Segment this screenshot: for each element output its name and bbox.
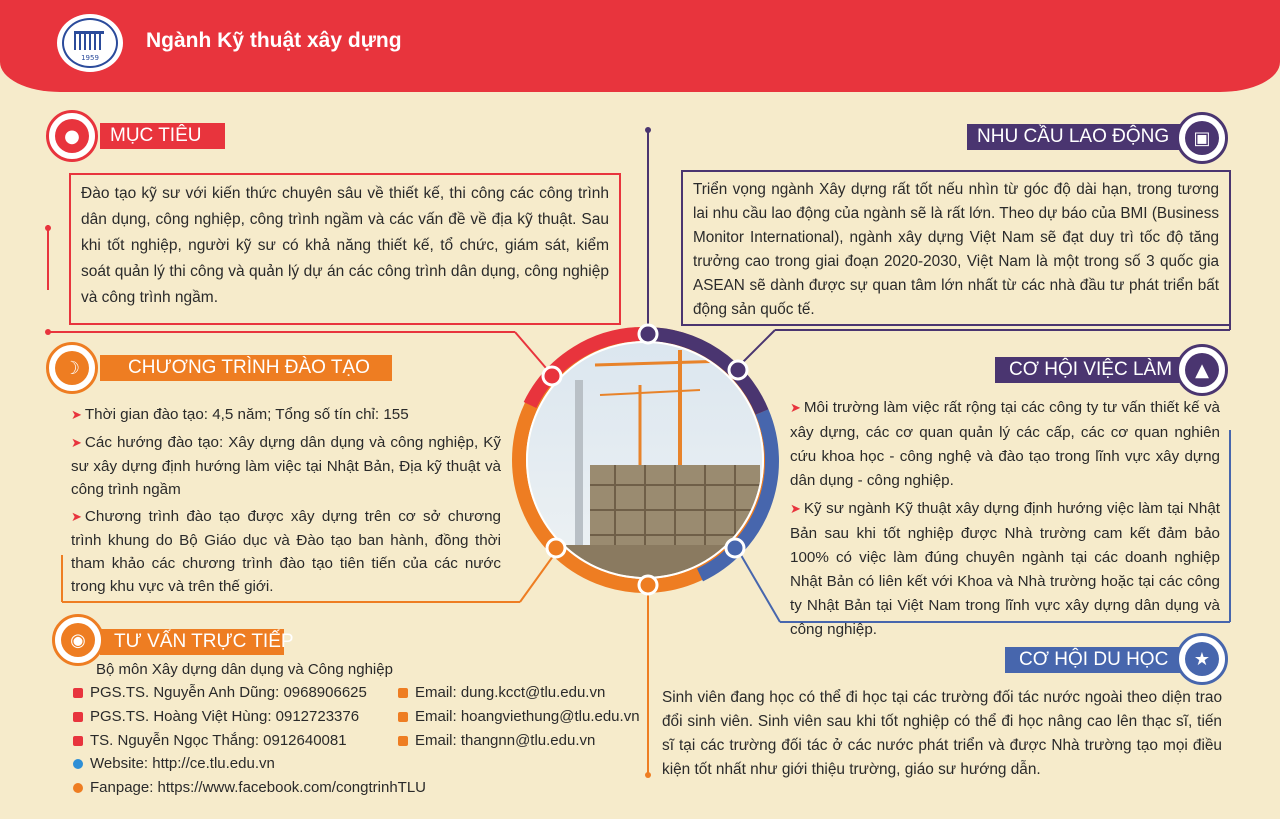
arrow-icon: ➤	[790, 401, 801, 416]
location-pin-icon: ◉	[61, 623, 95, 657]
muc-tieu-icon-badge	[46, 110, 98, 162]
muc-tieu-box	[69, 173, 621, 325]
tu-van-icon-badge	[52, 614, 104, 666]
star-icon: ★	[1185, 642, 1219, 676]
website-link[interactable]: Website: http://ce.tlu.edu.vn	[73, 755, 275, 772]
viec-lam-item: ➤ Kỹ sư ngành Kỹ thuật xây dựng định hướng việc làm tại Nhật Bản sau khi tốt nghiệp được Nhà trường cam kết đảm bảo 100% có việc làm đúng chuyên ngành tại các doanh nghiệp Nhật Bản có liên kết với Khoa và Nhà trường hoặc tại các công ty Nhật Bản tại Việt Nam trong lĩnh vực xây dựng dân dụng và công nghiệp.	[790, 500, 1220, 638]
co-hoi-viec-lam-icon-badge	[1176, 344, 1228, 396]
phone-icon	[73, 712, 83, 722]
graduation-cap-icon: ▲	[1185, 353, 1219, 387]
phone-contact: PGS.TS. Hoàng Việt Hùng: 0912723376	[73, 708, 359, 725]
du-hoc-icon-badge	[1176, 633, 1228, 685]
du-hoc-text: Sinh viên đang học có thể đi học tại các trường đối tác nước ngoài theo diện trao đổi sinh viên. Sinh viên sau khi tốt nghiệp có thể đi học nâng cao lên thạc sĩ, tiến sĩ tại các trường đối tác ở các nước phát triển và được Nhà trường tạo mọi điều kiện tốt nhất như giới thiệu trường, giáo sư hướng dẫn.	[662, 689, 1222, 778]
nhu-cau-icon-badge	[1176, 112, 1228, 164]
email-contact[interactable]: Email: thangnn@tlu.edu.vn	[398, 732, 595, 749]
mail-icon	[398, 736, 408, 746]
header-banner	[0, 0, 1280, 92]
viec-lam-item: ➤ Môi trường làm việc rất rộng tại các công ty tư vấn thiết kế và xây dựng, các cơ quan quản lý các cấp, các cơ quan nghiên cứu khoa học - công nghệ và đào tạo trong lĩnh vực xây dựng dân dụng - công nghiệp.	[790, 399, 1220, 489]
chuong-trinh-item: ➤ Thời gian đào tạo: 4,5 năm; Tổng số tín chỉ: 155	[71, 406, 409, 423]
facebook-icon	[73, 783, 83, 793]
mail-icon	[398, 688, 408, 698]
nhu-cau-text: Triển vọng ngành Xây dựng rất tốt nếu nhìn từ góc độ dài hạn, trong tương lai nhu cầu lao động của ngành sẽ là rất lớn. Theo dự báo của BMI (Business Monitor International), ngành xây dựng Việt Nam sẽ đạt duy trì tốc độ tăng trưởng cao trong giai đoạn 2020-2030, Việt Nam là một trong số 3 quốc gia ASEAN sẽ dành được sự quan tâm lớn nhất từ các nhà đầu tư phát triển bất động sản quốc tế.	[693, 181, 1219, 318]
page-title: Ngành Kỹ thuật xây dựng	[146, 29, 402, 52]
du-hoc-label: CƠ HỘI DU HỌC	[1005, 647, 1189, 673]
phone-contact: PGS.TS. Nguyễn Anh Dũng: 0968906625	[73, 684, 367, 701]
email-contact[interactable]: Email: hoangviethung@tlu.edu.vn	[398, 708, 640, 725]
chuong-trinh-label: CHƯƠNG TRÌNH ĐÀO TẠO	[100, 355, 392, 381]
phone-icon	[73, 688, 83, 698]
muc-tieu-label: MỤC TIÊU	[100, 123, 225, 149]
person-icon: ●	[55, 119, 89, 153]
arrow-icon: ➤	[71, 510, 82, 525]
fanpage-link[interactable]: Fanpage: https://www.facebook.com/congtrinhTLU	[73, 779, 426, 796]
phone-contact: TS. Nguyễn Ngọc Thắng: 0912640081	[73, 732, 347, 749]
co-hoi-viec-lam-list	[790, 396, 1220, 646]
chuong-trinh-icon-badge	[46, 342, 98, 394]
muc-tieu-text: Đào tạo kỹ sư với kiến thức chuyên sâu về thiết kế, thi công các công trình dân dụng, công nghiệp, công trình ngầm và các vấn đề về địa kỹ thuật. Sau khi tốt nghiệp, người kỹ sư có khả năng thiết kế, tổ chức, giám sát, kiểm soát quản lý thi công và quản lý dự án các công trình dân dụng, công nghiệp và công trình ngầm.	[81, 185, 609, 306]
arrow-icon: ➤	[71, 436, 82, 451]
phone-icon	[73, 736, 83, 746]
co-hoi-viec-lam-label: CƠ HỘI VIỆC LÀM	[995, 357, 1189, 383]
arrow-icon: ➤	[790, 502, 801, 517]
briefcase-icon: ▣	[1185, 121, 1219, 155]
chuong-trinh-item: ➤ Các hướng đào tạo: Xây dựng dân dụng và công nghiệp, Kỹ sư xây dựng định hướng làm việc tại Nhật Bản, Địa kỹ thuật và công trình ngầm	[71, 434, 501, 498]
department-name: Bộ môn Xây dựng dân dụng và Công nghiệp	[96, 661, 393, 678]
globe-icon	[73, 759, 83, 769]
tu-van-label: TƯ VẤN TRỰC TIẾP	[100, 629, 284, 655]
email-contact[interactable]: Email: dung.kcct@tlu.edu.vn	[398, 684, 605, 701]
arrow-icon: ➤	[71, 408, 82, 423]
graduate-icon: ☽	[55, 351, 89, 385]
mail-icon	[398, 712, 408, 722]
university-logo	[57, 14, 123, 72]
chuong-trinh-list	[71, 403, 501, 602]
nhu-cau-box	[681, 170, 1231, 326]
nhu-cau-label: NHU CẦU LAO ĐỘNG	[967, 124, 1190, 150]
logo-year: 1959	[81, 54, 99, 62]
chuong-trinh-item: ➤ Chương trình đào tạo được xây dựng trên cơ sở chương trình khung do Bộ Giáo dục và Đào tạo ban hành, đồng thời tham khảo các chương trình đào tạo tiên tiến của các nước trong khu vực và trên thế giới.	[71, 508, 501, 595]
